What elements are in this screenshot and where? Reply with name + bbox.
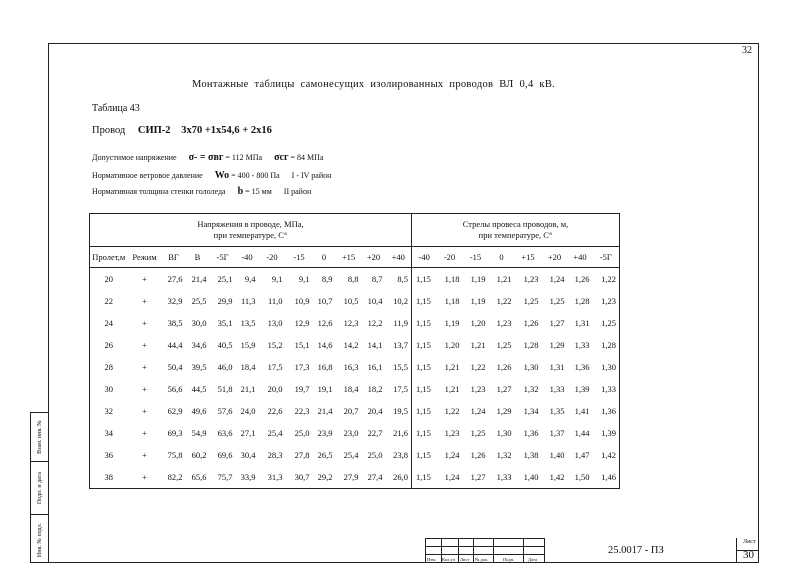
table-row <box>90 312 620 334</box>
table-cell: 15,5 <box>393 362 408 372</box>
wire-heading <box>92 125 272 136</box>
sheet-label: Лист <box>743 539 756 545</box>
table-cell: 21,4 <box>191 274 207 284</box>
table-cell: + <box>142 406 147 416</box>
table-cell: 11,9 <box>393 318 408 328</box>
table-cell: 17,5 <box>267 362 283 372</box>
column-header: +40 <box>386 247 412 268</box>
table-cell: 1,20 <box>444 340 460 350</box>
column-header: -40 <box>412 247 437 268</box>
table-cell: 46,0 <box>217 362 233 372</box>
table-cell: 24,0 <box>240 406 256 416</box>
table-row <box>90 290 620 312</box>
table-cell: 1,25 <box>601 318 616 328</box>
sidebar-cell: Взам. инв. № <box>31 413 48 462</box>
table-cell: 40,5 <box>217 340 233 350</box>
table-cell: 35,1 <box>217 318 233 328</box>
table-cell: 1,21 <box>444 362 460 372</box>
table-cell: 1,26 <box>470 450 486 460</box>
table-cell: 23,9 <box>317 428 333 438</box>
table-cell: 34 <box>104 428 113 438</box>
table-cell: 1,40 <box>523 472 539 482</box>
table-cell: 1,28 <box>574 296 590 306</box>
table-body <box>90 268 620 489</box>
table-cell: 25,0 <box>294 428 310 438</box>
table-cell: 27,6 <box>167 274 183 284</box>
table-cell: 1,42 <box>549 472 565 482</box>
table-cell: 1,33 <box>496 472 512 482</box>
table-cell: 10,5 <box>343 296 359 306</box>
table-cell: 1,15 <box>412 422 437 444</box>
table-cell: 1,28 <box>601 340 616 350</box>
table-cell: 20 <box>104 274 113 284</box>
table-cell: 1,21 <box>496 274 512 284</box>
table-cell: 1,27 <box>549 318 565 328</box>
table-cell: 19,1 <box>317 384 333 394</box>
table-cell: 25,1 <box>217 274 233 284</box>
table-cell: 1,34 <box>523 406 539 416</box>
table-cell: 9,1 <box>271 274 283 284</box>
table-cell: 18,4 <box>240 362 256 372</box>
stamp-label: Подп. <box>503 557 515 562</box>
document-code: 25.0017 - ПЗ <box>608 545 664 556</box>
wire-label: Провод <box>92 125 126 136</box>
table-cell: 18,4 <box>343 384 359 394</box>
table-cell: 1,22 <box>496 296 512 306</box>
table-cell: 30,4 <box>240 450 256 460</box>
table-cell: 21,1 <box>240 384 256 394</box>
table-cell: 11,0 <box>267 296 283 306</box>
sag-group-header: Стрелы провеса проводов, м, при температуре, С° <box>412 214 620 247</box>
table-cell: + <box>142 450 147 460</box>
table-cell: 49,6 <box>191 406 207 416</box>
stamp-label: Кол.уч <box>442 557 455 562</box>
table-cell: 16,1 <box>367 362 383 372</box>
table-cell: 44,5 <box>191 384 207 394</box>
table-cell: 1,27 <box>496 384 512 394</box>
table-row <box>90 334 620 356</box>
table-cell: 25,5 <box>191 296 207 306</box>
stress-symbol-2: σсг <box>274 152 289 163</box>
column-header: -15 <box>463 247 489 268</box>
table-cell: 1,28 <box>523 340 539 350</box>
table-cell: + <box>142 428 147 438</box>
ice-region: II район <box>283 187 312 196</box>
table-cell: 1,24 <box>444 472 460 482</box>
wind-label: Нормативное ветровое давление <box>92 171 203 180</box>
table-cell: 65,6 <box>191 472 207 482</box>
table-cell: 1,19 <box>444 318 460 328</box>
table-cell: 10,9 <box>294 296 310 306</box>
table-cell: 44,4 <box>167 340 183 350</box>
table-cell: 20,7 <box>343 406 359 416</box>
table-cell: 1,29 <box>549 340 565 350</box>
table-cell: 23,8 <box>393 450 408 460</box>
sidebar-cell: Инв. № подл. <box>36 522 43 557</box>
table-cell: 11,3 <box>240 296 256 306</box>
table-cell: 8,9 <box>321 274 333 284</box>
installation-table <box>89 213 620 489</box>
table-cell: 1,25 <box>496 340 512 350</box>
table-cell: 62,9 <box>167 406 183 416</box>
table-cell: 36 <box>104 450 113 460</box>
column-header: -20 <box>259 247 286 268</box>
table-cell: 27,8 <box>294 450 310 460</box>
table-cell: 19,5 <box>393 406 408 416</box>
table-cell: 14,2 <box>343 340 359 350</box>
table-cell: 1,39 <box>574 384 590 394</box>
table-cell: 1,33 <box>549 384 565 394</box>
table-cell: 1,29 <box>496 406 512 416</box>
table-cell: 1,42 <box>601 450 616 460</box>
table-cell: 1,15 <box>412 290 437 312</box>
table-cell: + <box>142 384 147 394</box>
table-cell: 1,47 <box>574 450 590 460</box>
table-cell: 1,24 <box>549 274 565 284</box>
column-header: +15 <box>336 247 362 268</box>
table-cell: 1,37 <box>549 428 565 438</box>
table-cell: 1,23 <box>444 428 460 438</box>
table-cell: 30,0 <box>191 318 207 328</box>
table-cell: 26,5 <box>317 450 333 460</box>
table-row <box>90 444 620 466</box>
side-stamp <box>30 412 48 563</box>
ice-label: Нормативная толщина стенки гололеда <box>92 187 226 196</box>
table-cell: 9,4 <box>244 274 256 284</box>
table-cell: 12,3 <box>343 318 359 328</box>
table-cell: 15,2 <box>267 340 283 350</box>
table-cell: 1,15 <box>412 444 437 466</box>
table-cell: 20,4 <box>367 406 383 416</box>
table-cell: 1,41 <box>574 406 590 416</box>
table-cell: 1,19 <box>470 274 486 284</box>
table-cell: 1,15 <box>412 466 437 489</box>
table-cell: + <box>142 318 147 328</box>
table-cell: 1,25 <box>470 428 486 438</box>
page-number: 32 <box>742 45 752 56</box>
table-cell: 50,4 <box>167 362 183 372</box>
table-cell: 1,30 <box>496 428 512 438</box>
table-cell: 1,20 <box>470 318 486 328</box>
column-header: -5Г <box>593 247 620 268</box>
table-cell: 13,7 <box>393 340 408 350</box>
table-cell: 60,2 <box>191 450 207 460</box>
table-cell: 25,4 <box>267 428 283 438</box>
table-cell: 12,2 <box>367 318 383 328</box>
table-cell: 1,40 <box>549 450 565 460</box>
wire-spec: 3x70 +1x54,6 + 2x16 <box>181 125 272 136</box>
table-cell: + <box>142 274 147 284</box>
table-cell: 75,8 <box>167 450 183 460</box>
wind-region: I - IV район <box>291 171 332 180</box>
table-cell: 17,5 <box>393 384 408 394</box>
stamp-label: Изм. <box>427 557 436 562</box>
table-cell: 26 <box>104 340 113 350</box>
stress-label: Допустимое напряжение <box>92 153 177 162</box>
table-cell: 1,31 <box>549 362 565 372</box>
table-cell: 8,5 <box>397 274 408 284</box>
table-cell: 1,23 <box>470 384 486 394</box>
column-header: Пролет,м <box>90 247 128 268</box>
table-cell: + <box>142 296 147 306</box>
table-cell: 14,6 <box>317 340 333 350</box>
stress-value-2: = 84 МПа <box>290 153 324 162</box>
table-cell: 82,2 <box>167 472 183 482</box>
table-cell: 1,18 <box>444 274 460 284</box>
wind-value: = 400 - 800 Па <box>231 171 280 180</box>
table-cell: 1,39 <box>601 428 616 438</box>
table-cell: 30,7 <box>294 472 310 482</box>
column-header: -40 <box>236 247 259 268</box>
table-cell: 1,21 <box>444 384 460 394</box>
table-cell: 1,23 <box>523 274 539 284</box>
table-cell: 1,24 <box>470 406 486 416</box>
stamp-label: Лист <box>460 557 470 562</box>
ice-symbol: b <box>237 186 244 197</box>
wind-line <box>92 170 331 181</box>
table-cell: 31,3 <box>267 472 283 482</box>
table-cell: 1,18 <box>444 296 460 306</box>
column-header: +20 <box>542 247 568 268</box>
table-cell: 1,26 <box>496 362 512 372</box>
wind-symbol: Wo <box>214 170 230 181</box>
sheet-number: 30 <box>743 549 754 561</box>
table-cell: 29,2 <box>317 472 333 482</box>
column-header: +40 <box>568 247 593 268</box>
table-cell: 22,3 <box>294 406 310 416</box>
table-cell: 33,9 <box>240 472 256 482</box>
table-cell: 1,31 <box>574 318 590 328</box>
table-cell: 56,6 <box>167 384 183 394</box>
table-cell: 20,0 <box>267 384 283 394</box>
document-title: Монтажные таблицы самонесущих изолированных проводов ВЛ 0,4 кВ. <box>192 79 556 90</box>
table-cell: 1,33 <box>574 340 590 350</box>
table-cell: 1,22 <box>444 406 460 416</box>
table-cell: 1,38 <box>523 450 539 460</box>
table-cell: 9,1 <box>298 274 310 284</box>
column-header: 0 <box>489 247 515 268</box>
table-cell: 15,1 <box>294 340 310 350</box>
table-cell: 1,21 <box>470 340 486 350</box>
column-header: В <box>186 247 210 268</box>
table-cell: 1,23 <box>496 318 512 328</box>
table-cell: 1,22 <box>470 362 486 372</box>
table-cell: 17,3 <box>294 362 310 372</box>
table-cell: 22,6 <box>267 406 283 416</box>
column-header: +15 <box>515 247 542 268</box>
table-cell: 18,2 <box>367 384 383 394</box>
table-cell: 63,6 <box>217 428 233 438</box>
table-cell: 69,6 <box>217 450 233 460</box>
table-cell: 16,3 <box>343 362 359 372</box>
table-cell: 1,26 <box>574 274 590 284</box>
table-row <box>90 378 620 400</box>
table-cell: 1,15 <box>412 356 437 378</box>
column-header: ВГ <box>162 247 186 268</box>
table-cell: 38,5 <box>167 318 183 328</box>
table-cell: 1,36 <box>601 406 616 416</box>
table-cell: 27,9 <box>343 472 359 482</box>
table-name: Таблица 43 <box>92 103 140 114</box>
stamp-label: № док. <box>475 557 489 562</box>
table-cell: 1,44 <box>574 428 590 438</box>
table-cell: 1,36 <box>523 428 539 438</box>
table-cell: 54,9 <box>191 428 207 438</box>
table-cell: 1,25 <box>549 296 565 306</box>
table-row <box>90 400 620 422</box>
sidebar-cell: Подп. и дата <box>31 462 48 515</box>
ice-value: = 15 мм <box>245 187 272 196</box>
table-cell: 21,6 <box>393 428 408 438</box>
table-cell: 22,7 <box>367 428 383 438</box>
table-cell: 39,5 <box>191 362 207 372</box>
table-cell: 10,4 <box>367 296 383 306</box>
table-cell: 23,0 <box>343 428 359 438</box>
table-cell: 14,1 <box>367 340 383 350</box>
table-cell: 1,25 <box>523 296 539 306</box>
table-row <box>90 268 620 291</box>
title-block <box>425 538 759 563</box>
stress-value: = 112 МПа <box>225 153 263 162</box>
table-row <box>90 356 620 378</box>
table-cell: 57,6 <box>217 406 233 416</box>
table-cell: 13,0 <box>267 318 283 328</box>
column-header: -15 <box>286 247 313 268</box>
stress-symbol: σ- = σвг <box>188 152 224 163</box>
column-header: 0 <box>313 247 336 268</box>
table-cell: 25,0 <box>367 450 383 460</box>
table-cell: 12,9 <box>294 318 310 328</box>
table-cell: 38 <box>104 472 113 482</box>
table-cell: 32 <box>104 406 113 416</box>
column-header: Режим <box>128 247 162 268</box>
table-cell: 16,8 <box>317 362 333 372</box>
table-cell: 22 <box>104 296 113 306</box>
table-cell: 10,2 <box>393 296 408 306</box>
table-cell: 27,4 <box>367 472 383 482</box>
table-cell: + <box>142 362 147 372</box>
table-cell: 1,15 <box>412 312 437 334</box>
table-cell: 32,9 <box>167 296 183 306</box>
table-cell: 24 <box>104 318 113 328</box>
stress-line <box>92 152 323 163</box>
table-cell: 1,15 <box>412 400 437 422</box>
column-header: -20 <box>437 247 463 268</box>
table-cell: 12,6 <box>317 318 333 328</box>
table-cell: 1,30 <box>601 362 616 372</box>
table-cell: 30 <box>104 384 113 394</box>
table-cell: 1,24 <box>444 450 460 460</box>
table-cell: 1,30 <box>523 362 539 372</box>
table-cell: 15,9 <box>240 340 256 350</box>
ice-line <box>92 186 311 197</box>
table-cell: 27,1 <box>240 428 256 438</box>
table-cell: 1,33 <box>601 384 616 394</box>
table-cell: 1,19 <box>470 296 486 306</box>
table-cell: 34,6 <box>191 340 207 350</box>
wire-type: СИП-2 <box>137 125 171 136</box>
table-cell: 28,3 <box>267 450 283 460</box>
table-cell: 21,4 <box>317 406 333 416</box>
table-cell: 25,4 <box>343 450 359 460</box>
table-cell: 26,0 <box>393 472 408 482</box>
table-cell: 10,7 <box>317 296 333 306</box>
table-cell: 1,32 <box>523 384 539 394</box>
stamp-label: Дата <box>528 557 537 562</box>
table-cell: 1,22 <box>601 274 616 284</box>
table-cell: 1,15 <box>412 334 437 356</box>
table-cell: 13,5 <box>240 318 256 328</box>
table-cell: 1,50 <box>574 472 590 482</box>
table-row <box>90 422 620 444</box>
table-cell: 51,8 <box>217 384 233 394</box>
table-cell: 1,26 <box>523 318 539 328</box>
table-cell: 8,8 <box>347 274 359 284</box>
table-cell: + <box>142 472 147 482</box>
table-row <box>90 466 620 489</box>
table-cell: 8,7 <box>371 274 383 284</box>
column-header: -5Г <box>210 247 236 268</box>
stress-group-header: Напряжения в проводе, МПа, при температуре, С° <box>90 214 412 247</box>
table-cell: 1,32 <box>496 450 512 460</box>
table-cell: 69,3 <box>167 428 183 438</box>
table-cell: 75,7 <box>217 472 233 482</box>
table-cell: 1,15 <box>412 268 437 291</box>
table-cell: + <box>142 340 147 350</box>
table-cell: 1,27 <box>470 472 486 482</box>
table-cell: 1,46 <box>601 472 616 482</box>
table-cell: 1,35 <box>549 406 565 416</box>
table-cell: 1,36 <box>574 362 590 372</box>
table-cell: 28 <box>104 362 113 372</box>
table-cell: 1,23 <box>601 296 616 306</box>
table-cell: 29,9 <box>217 296 233 306</box>
column-header: +20 <box>362 247 386 268</box>
table-cell: 1,15 <box>412 378 437 400</box>
column-header-row <box>90 247 620 268</box>
table-cell: 19,7 <box>294 384 310 394</box>
